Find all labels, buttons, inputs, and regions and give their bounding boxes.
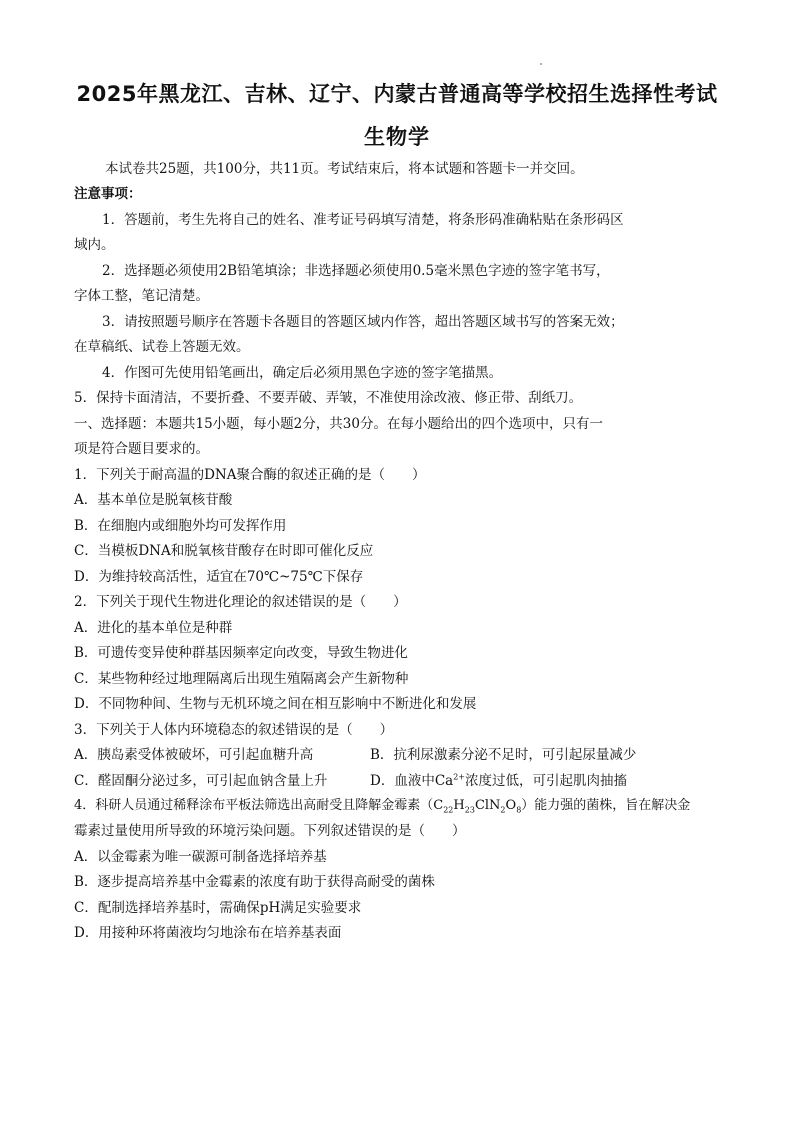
q1-option-d: D．为维持较高活性，适宜在70℃~75℃下保存 xyxy=(74,569,364,585)
q4-option-d: D．用接种环将菌液均匀地涂布在培养基表面 xyxy=(74,925,342,941)
scan-dot xyxy=(540,63,542,65)
notice-item-2-cont: 字体工整，笔记清楚。 xyxy=(74,288,209,304)
intro-text: 本试卷共25题，共100分，共11页。考试结束后，将本试题和答题卡一并交回。 xyxy=(105,161,584,177)
notice-item-5: 5．保持卡面清洁，不要折叠、不要弄破、弄皱，不准使用涂改液、修正带、刮纸刀。 xyxy=(74,390,583,406)
q4-option-b: B．逐步提高培养基中金霉素的浓度有助于获得高耐受的菌株 xyxy=(74,874,435,890)
notice-item-2: 2．选择题必须使用2B铅笔填涂；非选择题必须使用0.5毫米黑色字迹的签字笔书写， xyxy=(102,263,610,279)
q3-option-a: A．胰岛素受体被破坏，可引起血糖升高 xyxy=(74,747,314,763)
q2-option-d: D．不同物种间、生物与无机环境之间在相互影响中不断进化和发展 xyxy=(74,696,477,712)
q4-option-c: C．配制选择培养基时，需确保pH满足实验要求 xyxy=(74,900,362,916)
subject-title: 生物学 xyxy=(364,125,430,149)
q2-stem: 2．下列关于现代生物进化理论的叙述错误的是（ ） xyxy=(74,594,407,610)
q1-option-c: C．当模板DNA和脱氧核苷酸存在时即可催化反应 xyxy=(74,543,374,559)
notice-heading: 注意事项： xyxy=(74,186,142,202)
notice-item-3: 3．请按照题号顺序在答题卡各题目的答题区域内作答，超出答题区域书写的答案无效； xyxy=(102,314,624,330)
exam-title: 2025年黑龙江、吉林、辽宁、内蒙古普通高等学校招生选择性考试 xyxy=(76,82,718,106)
q1-option-b: B．在细胞内或细胞外均可发挥作用 xyxy=(74,518,287,534)
q3-option-b: B．抗利尿激素分泌不足时，可引起尿量减少 xyxy=(370,747,637,763)
q1-stem: 1．下列关于耐高温的DNA聚合酶的叙述正确的是（ ） xyxy=(74,467,426,483)
q3-option-d: D．血液中$Ca^{2+}$浓度过低，可引起肌肉抽搐 xyxy=(370,772,627,789)
q4-stem-cont: 霉素过量使用所导致的环境污染问题。下列叙述错误的是（ ） xyxy=(74,823,466,839)
q3-option-c: C．醛固酮分泌过多，可引起血钠含量上升 xyxy=(74,773,328,789)
q2-option-a: A．进化的基本单位是种群 xyxy=(74,620,233,636)
notice-item-1: 1．答题前，考生先将自己的姓名、准考证号码填写清楚，将条形码准确粘贴在条形码区 xyxy=(102,212,624,228)
q4-stem: 4．科研人员通过稀释涂布平板法筛选出高耐受且降解金霉素$(C_{22}H_{23}ClN_2O_8)$能力强的菌株，旨在解决金 xyxy=(74,798,691,815)
notice-item-3-cont: 在草稿纸、试卷上答题无效。 xyxy=(74,339,250,355)
q2-option-b: B．可遗传变异使种群基因频率定向改变，导致生物进化 xyxy=(74,645,408,661)
section-heading: 一、选择题：本题共15小题，每小题2分，共30分。在每小题给出的四个选项中，只有一 xyxy=(74,416,603,432)
notice-item-1-cont: 域内。 xyxy=(74,237,115,253)
q1-option-a: A．基本单位是脱氧核苷酸 xyxy=(74,492,233,508)
notice-item-4: 4．作图可先使用铅笔画出，确定后必须用黑色字迹的签字笔描黑。 xyxy=(102,365,503,381)
q3-stem: 3．下列关于人体内环境稳态的叙述错误的是（ ） xyxy=(74,722,394,738)
section-heading-cont: 项是符合题目要求的。 xyxy=(74,441,209,457)
q4-option-a: A．以金霉素为唯一碳源可制备选择培养基 xyxy=(74,849,327,865)
q2-option-c: C．某些物种经过地理隔离后出现生殖隔离会产生新物种 xyxy=(74,671,409,687)
